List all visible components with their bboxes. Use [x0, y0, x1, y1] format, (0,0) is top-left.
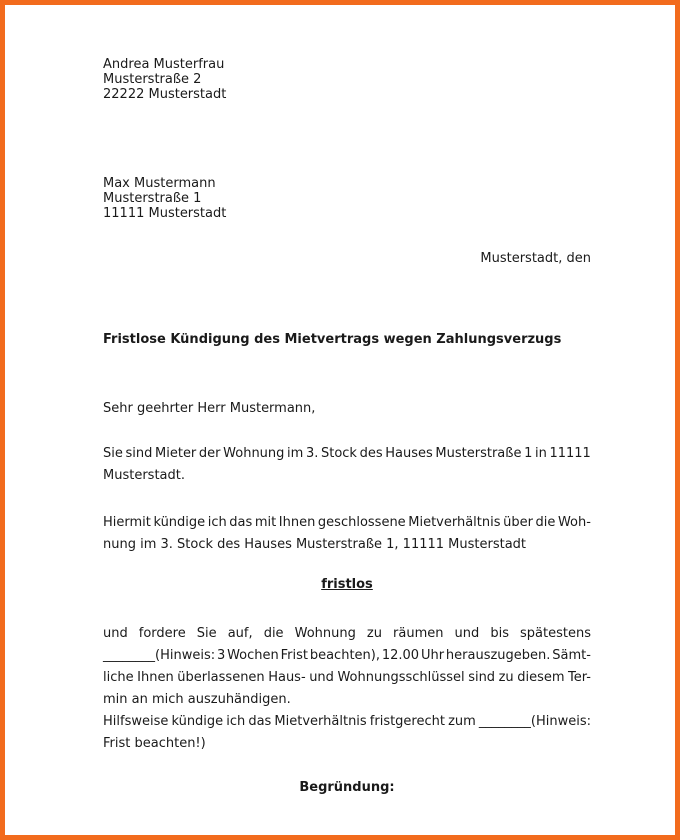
paragraph-tenant-info	[103, 443, 591, 487]
word: ich	[226, 714, 246, 729]
word: die	[535, 515, 556, 530]
word: sind	[468, 670, 496, 685]
word: und	[103, 626, 128, 641]
word: Wohnung	[223, 446, 285, 461]
word: Uhr	[420, 648, 445, 663]
word: des	[359, 446, 383, 461]
word: mit	[254, 515, 277, 530]
justified-line	[103, 512, 591, 534]
word: Hauses	[385, 446, 433, 461]
word: 1	[524, 446, 533, 461]
word: zu	[366, 626, 382, 641]
word: Mietverhältnis	[408, 515, 501, 530]
paragraph-line: Frist beachten!)	[103, 736, 206, 751]
justified-line	[103, 623, 591, 645]
word: das	[229, 515, 253, 530]
word: spätestens	[520, 626, 591, 641]
paragraph-line: min an mich auszuhändigen.	[103, 692, 291, 707]
word: zu	[498, 670, 514, 685]
word: herauszugeben.	[445, 648, 551, 663]
word: Musterstraße	[435, 446, 522, 461]
salutation: Sehr geehrter Herr Mustermann,	[103, 401, 316, 416]
justified-line	[103, 667, 591, 689]
word: überlassenen	[177, 670, 265, 685]
word: im	[287, 446, 304, 461]
word: Stock	[320, 446, 357, 461]
sender-name: Andrea Musterfrau	[103, 57, 225, 72]
word: diesem	[517, 670, 565, 685]
sender-city: 22222 Musterstadt	[103, 87, 227, 102]
word: und	[454, 626, 480, 641]
word: Hilfsweise	[103, 714, 169, 729]
word: in	[534, 446, 547, 461]
word: Sie	[103, 446, 123, 461]
word: über	[503, 515, 533, 530]
sender-street: Musterstraße 2	[103, 72, 202, 87]
recipient-name: Max Mustermann	[103, 176, 216, 191]
word: Mieter	[155, 446, 197, 461]
word: fordere	[138, 626, 186, 641]
word: Mietverhältnis	[274, 714, 367, 729]
word: das	[248, 714, 272, 729]
word: Wohnungsschlüssel	[337, 670, 465, 685]
paragraph-alternative	[103, 711, 591, 755]
word: Wochen	[227, 648, 279, 663]
word: Frist	[280, 648, 308, 663]
paragraph-vacate	[103, 623, 591, 711]
word: Ihnen	[137, 670, 174, 685]
word: ich	[207, 515, 227, 530]
word: ________(Hinweis:	[478, 714, 591, 729]
word: zum	[448, 714, 476, 729]
word: 12.00	[381, 648, 420, 663]
recipient-street: Musterstraße 1	[103, 191, 202, 206]
paragraph-termination	[103, 512, 591, 556]
reason-heading: Begründung:	[299, 780, 395, 795]
word: 3.	[305, 446, 319, 461]
word: die	[263, 626, 284, 641]
word: Haus-	[268, 670, 306, 685]
word: 3	[216, 648, 226, 663]
word: liche	[103, 670, 134, 685]
word: geschlossene	[317, 515, 406, 530]
emphasis-fristlos: fristlos	[321, 577, 373, 592]
word: beachten),	[309, 648, 380, 663]
word: und	[309, 670, 334, 685]
word: Hiermit	[103, 515, 151, 530]
paragraph-line: nung im 3. Stock des Hauses Musterstraße 1, 11111 Musterstadt	[103, 537, 527, 552]
word: Ihnen	[278, 515, 316, 530]
sender-address	[103, 57, 591, 102]
word: räumen	[393, 626, 444, 641]
word: 11111	[549, 446, 591, 461]
word: bis	[490, 626, 509, 641]
word: Wohnung	[294, 626, 356, 641]
recipient-address	[103, 176, 591, 221]
word: Woh-	[557, 515, 591, 530]
word: ________(Hinweis:	[103, 648, 216, 663]
word: der	[198, 446, 221, 461]
word: kündige	[153, 515, 206, 530]
word: Sämt-	[552, 648, 591, 663]
date-line: Musterstadt, den	[480, 251, 591, 266]
justified-line	[103, 443, 591, 465]
justified-line	[103, 645, 591, 667]
word: Sie	[196, 626, 217, 641]
recipient-city: 11111 Musterstadt	[103, 206, 227, 221]
word: sind	[125, 446, 153, 461]
word: auf,	[227, 626, 253, 641]
word: fristgerecht	[369, 714, 445, 729]
subject-line: Fristlose Kündigung des Mietvertrags wegen Zahlungsverzugs	[103, 332, 562, 347]
word: kündige	[171, 714, 224, 729]
word: Ter-	[568, 670, 591, 685]
paragraph-line: Musterstadt.	[103, 468, 185, 483]
justified-line	[103, 711, 591, 733]
